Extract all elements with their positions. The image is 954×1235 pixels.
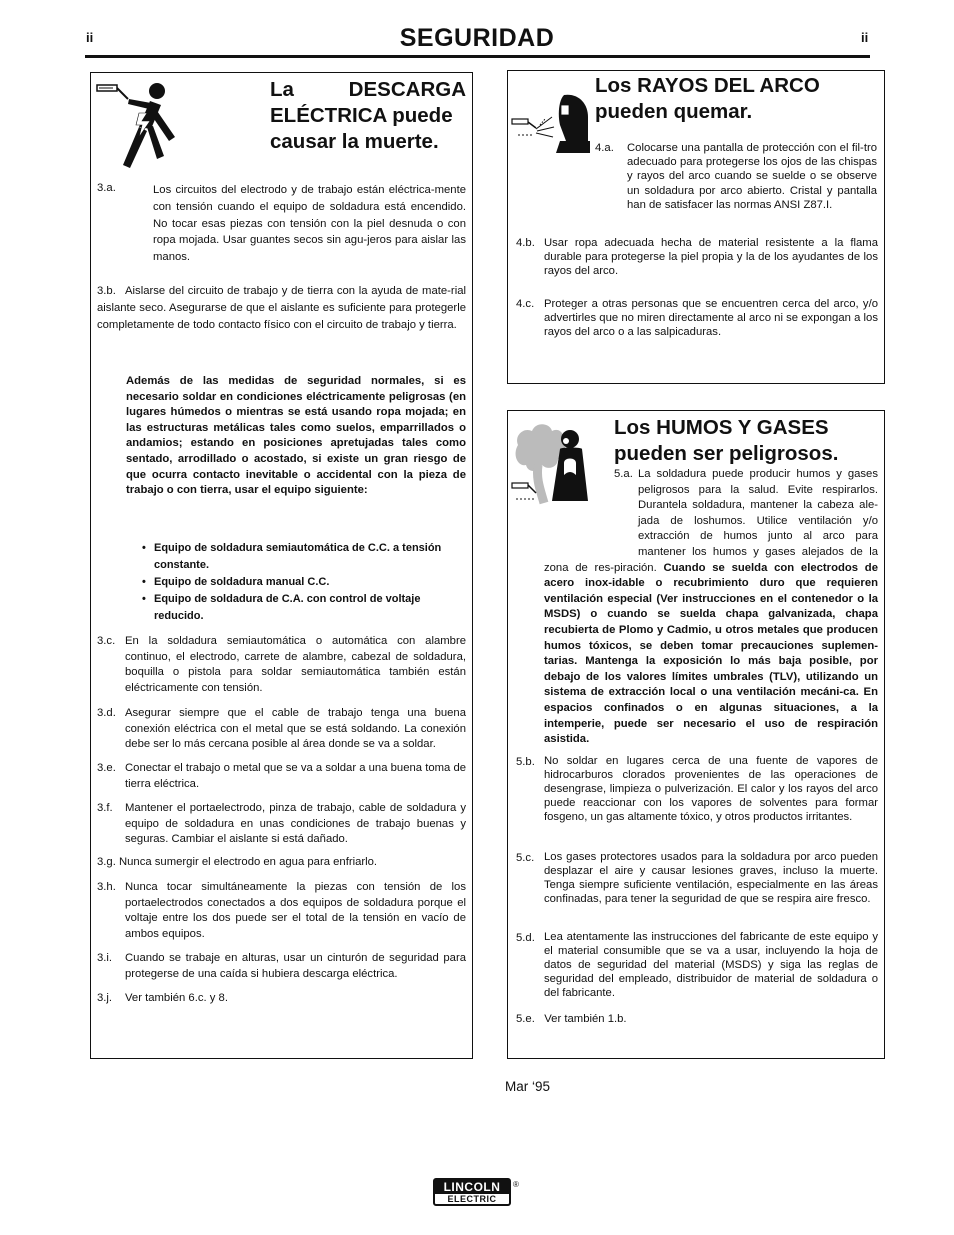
item-number: 3.i. [97, 952, 113, 964]
item-text: Cuando se trabaje en alturas, usar un cinturón de seguridad para protegerse de una caída si hubiera descarga eléctrica. [125, 952, 466, 980]
equipment-list [142, 540, 464, 625]
logo-text-bottom: ELECTRIC [447, 1194, 497, 1204]
page-number-right: ii [861, 30, 869, 45]
item-text: Colocarse una pantalla de protección con el fil-tro adecuado para protegerse los ojos de las chispas y rayos del arco cuando se suelde o se observe un soldadura por arco abierto. Cristal y pantalla han de satisfacer las normas ANSI Z87.I. [627, 142, 877, 211]
item-text: Mantener el portaelectrodo, pinza de trabajo, cable de soldadura y equipo de soldadura en unas condiciones de trabajo buenas y seguras. Cambiar el aislante si está dañado. [125, 802, 466, 845]
list-item: • Equipo de soldadura manual C.C. [142, 574, 464, 591]
item-body: La soldadura puede producir humos y gases peligrosos para la salud. Evite respirarlos. Durantela soldadura, mantener la cabeza ale-jada de loshumos. Utilice ventilación y/o extracción de humos junto al arco para mantener los humos y gases alejados de la zona de res-piración. [544, 468, 878, 574]
fumes-section [507, 410, 885, 1059]
item-text: Conectar el trabajo o metal que se va a soldar a una buena toma de tierra eléctrica. [125, 762, 467, 790]
heading-line: pueden quemar. [595, 100, 753, 123]
item-text: Asegurar siempre que el cable de trabajo tenga una buena conexión eléctrica con el metal que se está soldando. La conexión debe ser lo más cercana posible al área donde se va a soldar. [125, 707, 466, 750]
item-text: No soldar en lugares cerca de una fuente de vapores de hidrocarburos clorados provenientes de las operaciones de desengrase, limpieza o pulverización. El calor y los rayos del arco puede reaccionar con los vapores de solventes para formar fosgeno, un gas altamente tóxico, y otros productos irritantes. [544, 755, 878, 823]
heading-line: Los RAYOS DEL ARCO [595, 74, 820, 97]
item-text: Los circuitos del electrodo y de trabajo están eléctrica-mente con tensión cuando el equipo de soldadura está encendido. No tocar esas piezas con tensión con la piel desnuda o con ropa mojada. Usar guantes secos sin agu-jeros para aislar las manos. [153, 184, 466, 264]
heading-line: ELÉCTRICA puede [270, 104, 453, 127]
item-body: Nunca sumergir el electrodo en agua para enfriarlo. [118, 856, 378, 868]
item-text [544, 467, 878, 748]
item-text: Proteger a otras personas que se encuentren cerca del arco, y/o advertirles que no miren directamente al arco ni se expongan a los rayos del arco o a las salpicaduras. [544, 298, 878, 338]
item-number: 3.h. [97, 881, 116, 893]
item-number: 3.g. [97, 856, 116, 868]
item-text [97, 283, 466, 334]
item-number: 5.c. [516, 852, 535, 864]
logo-frame [433, 1178, 511, 1206]
page-number-left: ii [86, 30, 94, 45]
item-number: 5.e. [516, 1013, 535, 1025]
item-text: Ver también 6.c. y 8. [125, 992, 228, 1004]
item-text: En la soldadura semiautomática o automática con alambre continuo, el electrodo, carrete de alambre, cabezal de soldadura, boquilla o pistola para soldar semiautomática también están eléctricamente con tensión. [125, 635, 466, 694]
item-number: 4.b. [516, 237, 535, 249]
arc-rays-section [507, 70, 885, 384]
item-number: 4.c. [516, 298, 535, 310]
item-number: 5.d. [516, 932, 535, 944]
list-item: • Equipo de soldadura de C.A. con control de voltaje reducido. [142, 591, 464, 625]
item-number: 3.c. [97, 635, 116, 647]
logo-text-top: LINCOLN [435, 1180, 509, 1194]
item-number: 3.j. [97, 992, 113, 1004]
registered-mark: ® [513, 1180, 519, 1189]
item-body: Ver también 1.b. [544, 1013, 627, 1025]
revision-date: Mar ‘95 [505, 1079, 551, 1094]
heading-line: La DESCARGA [270, 78, 466, 101]
item-text: Los gases protectores usados para la soldadura por arco pueden desplazar el aire y causar lesiones graves, incluso la muerte. Tenga siempre suficiente ventilación, especialmente en las áreas confinadas, para tener la seguridad de que se respira aire fresco. [544, 851, 878, 905]
item-number: 4.a. [595, 142, 614, 154]
item-number: 5.a. [614, 468, 633, 480]
item-number: 3.e. [97, 762, 116, 774]
item-text: Nunca tocar simultáneamente la piezas con tensión de los portaelectrodos conectados a dos equipos de soldadura porque el voltaje entre los dos puede ser el total de la tensión en vacío de ambos equipos. [125, 881, 466, 940]
item-number: 3.b. [97, 285, 116, 297]
item-text [516, 1012, 876, 1028]
heading-line: pueden ser peligrosos. [614, 442, 839, 465]
electric-shock-section [90, 72, 473, 1059]
item-text: Lea atentamente las instrucciones del fabricante de este equipo y el material consumible que se va a usar, incluyendo la hoja de datos de seguridad del material (MSDS) y siga las reglas de seguridad del empleado, distribuidor de material de soldadura o del fabricante. [544, 931, 878, 999]
item-text [97, 855, 466, 871]
heading-line: causar la muerte. [270, 130, 439, 153]
text-wrap-spacer [544, 467, 638, 545]
fumes-heading [614, 415, 882, 467]
item-number: 3.f. [97, 802, 113, 814]
arc-rays-heading [595, 73, 880, 125]
lincoln-electric-logo [433, 1178, 519, 1206]
warning-note: Además de las medidas de seguridad normales, si es necesario soldar en condiciones eléctricamente peligrosas (en lugares húmedos o mientras se está usando ropa mojada; en las estructuras metálicas tales como suelos, emparrillados o andamios; estando en posiciones apretujadas tales como sentado, arrodillado o acostado, si existe un gran riesgo de que ocurra contacto inevitable o accidental con la pieza de trabajo o con tierra, usar el equipo siguiente: [126, 375, 466, 497]
list-item: • Equipo de soldadura semiautomática de C.C. a tensión constante. [142, 540, 464, 574]
item-body-bold: Cuando se suelda con electrodos de acero inox-idable o recubrimiento duro que requieren ventilación especial (Ver instrucciones en el contenedor o la MSDS) o cuando se suelda chapa galvanizada, chapa recubierta de Plomo y Cadmio, u otros metales que producen humos tóxicos, se deben tomar precauciones suplemen-tarias. Mantenga la exposición lo más baja posible, por debajo de los valores límites umbrales (TLV), utilizando un sistema de extracción local o una ventilación mecáni-ca. En espacios confinados o en algunas situaciones, a la intemperie, puede ser necesario el uso de respiración asistida. [544, 561, 878, 746]
item-number: 3.a. [97, 182, 116, 194]
arc-rays-icon [510, 93, 590, 153]
electric-shock-icon [95, 79, 183, 175]
heading-line: Los HUMOS Y GASES [614, 416, 829, 439]
page-title: SEGURIDAD [399, 24, 555, 52]
header-rule [85, 55, 870, 58]
electric-shock-heading [270, 77, 466, 155]
item-number: 3.d. [97, 707, 116, 719]
item-number: 5.b. [516, 756, 535, 768]
item-body: Aislarse del circuito de trabajo y de tierra con la ayuda de mate-rial aislante seco. Asegurarse de que el aislante es suficiente para protegerle completamente de todo contacto físico con el circuito de trabajo y tierra. [97, 285, 466, 331]
item-text: Usar ropa adecuada hecha de material resistente a la flama durable para protegerse la piel propia y la de los ayudantes de los rayos del arco. [544, 237, 878, 277]
